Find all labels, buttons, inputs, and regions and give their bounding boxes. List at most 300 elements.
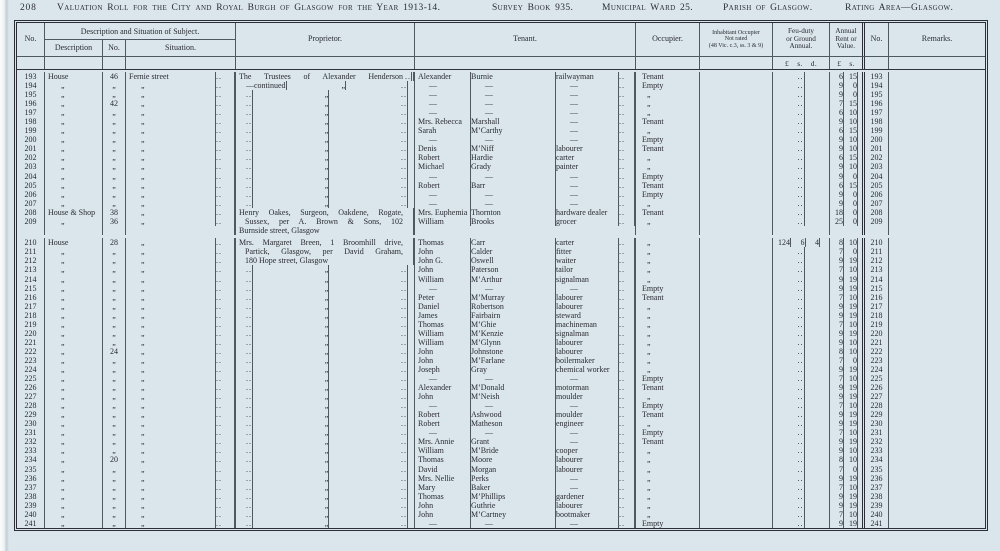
cell-situation [126,428,236,437]
cell-feu-duty [773,437,830,446]
table-row [17,90,985,99]
tenant-surname: — [471,199,556,208]
cell-proprietor [236,172,415,181]
cell-annual-rent [830,181,865,190]
cell-remarks [889,311,985,320]
cell-description: „ [45,217,103,226]
tenant-surname: Robertson [471,302,556,311]
cell-entry-no: 197 [17,108,45,117]
ditto-mark: „ [324,355,329,365]
cell-description: „ [45,311,103,320]
cell-proprietor [236,217,415,226]
ditto-dots: .. [246,374,252,384]
rent-pounds: 9 [839,171,843,181]
cell-remarks [889,501,985,510]
cell-situation [126,347,236,356]
situation-text: „ [126,90,216,99]
ditto-dots: .. [401,265,407,275]
tenant-occupation: engineer [556,419,619,428]
cell-situation [126,247,236,256]
table-row [17,172,985,181]
cell-description: „ [45,338,103,347]
situation-text: „ [126,311,216,320]
cell-entry-no: 231 [17,428,45,437]
cell-proprietor [236,72,415,81]
ditto-dots: .. [401,301,407,311]
cell-entry-no: 240 [17,510,45,519]
cell-inhabitant-occupier [700,392,773,401]
cell-feu-duty [773,117,830,126]
cell-annual-rent [830,483,865,492]
table-row [17,356,985,365]
cell-description: „ [45,428,103,437]
rent-shillings: 10 [844,446,858,455]
cell-feu-duty [773,284,830,293]
rent-shillings: 19 [844,311,858,320]
situation-text: „ [126,320,216,329]
cell-entry-no: 211 [17,247,45,256]
cell-proprietor [236,284,415,293]
tenant-surname: Baker [471,483,556,492]
situation-text: „ [126,465,216,474]
cell-situation [126,72,236,81]
ditto-mark: „ [341,81,346,91]
cell-entry-no: 224 [17,365,45,374]
ditto-dots: .. [619,275,635,284]
tenant-occupation: — [556,181,619,190]
tenant-surname: — [471,401,556,410]
cell-inhabitant-occupier [700,208,773,217]
cell-feu-duty [773,311,830,320]
tenant-surname: Gray [471,365,556,374]
col-header-feu-duty: Feu-duty or Ground Annual. [773,23,830,56]
cell-occupier: Empty [636,190,700,199]
tenant-occupation: painter [556,162,619,171]
cell-inhabitant-occupier [700,190,773,199]
ditto-dots: .. [216,217,235,226]
rent-shillings: 10 [844,265,858,274]
cell-tenant [415,474,636,483]
cell-house-no: 46 [103,72,126,81]
rent-shillings: 0 [844,190,858,199]
tenant-forename: Denis [415,144,471,153]
cell-feu-duty [773,108,830,117]
tenant-surname: Burnie [471,72,556,81]
tenant-surname: M’Phillips [471,492,556,501]
cell-inhabitant-occupier [700,108,773,117]
cell-tenant [415,428,636,437]
cell-occupier: Empty [636,374,700,383]
tenant-forename: Alexander [415,383,471,392]
situation-text: „ [126,99,216,108]
ditto-dots: .. [246,90,252,100]
cell-tenant [415,483,636,492]
cell-entry-no: 213 [17,265,45,274]
cell-tenant [415,217,636,226]
tenant-occupation: — [556,401,619,410]
situation-text: „ [126,347,216,356]
cell-house-no: „ [103,392,126,401]
rent-shillings: 19 [844,519,858,528]
ditto-dots: .. [619,99,635,108]
cell-proprietor [236,190,415,199]
ditto-dots: .. [619,474,635,483]
cell-feu-duty [773,90,830,99]
cell-description: „ [45,501,103,510]
ditto-mark: „ [324,180,329,190]
cell-feu-duty [773,356,830,365]
situation-text: „ [126,383,216,392]
situation-text: „ [126,428,216,437]
cell-occupier: „ [636,392,700,401]
rent-shillings: 15 [844,126,858,135]
ditto-dots: .. [619,446,635,455]
cell-annual-rent [830,162,865,171]
ditto-dots: .. [246,328,252,338]
cell-annual-rent [830,72,865,81]
tenant-occupation: cooper [556,446,619,455]
ditto-dots: .. [246,283,252,293]
tenant-surname: M’Niff [471,144,556,153]
ditto-dots: .. [216,311,235,320]
cell-tenant [415,108,636,117]
group-header-label: Description and Situation of Subject. [45,23,235,40]
ditto-dots: .. [619,501,635,510]
tenant-surname: Carr [471,238,556,247]
tenant-surname: M’Cartney [471,510,556,519]
cell-tenant [415,144,636,153]
cell-house-no: „ [103,284,126,293]
ditto-dots: .. [216,238,235,247]
cell-house-no: „ [103,401,126,410]
ditto-mark: „ [324,189,329,199]
proprietor-text: The Trustees of Alexander Henderson [236,72,414,81]
cell-house-no: „ [103,374,126,383]
ditto-dots: .. [246,383,252,393]
ditto-dots: .. [401,464,407,474]
cell-occupier: Tenant [636,144,700,153]
cell-occupier: „ [636,199,700,208]
cell-proprietor [236,320,415,329]
cell-proprietor [236,162,415,171]
ditto-dots: .. [797,355,804,365]
ditto-dots: .. [246,392,252,402]
rent-shillings: 15 [844,181,858,190]
rent-shillings: 10 [844,455,858,464]
situation-text: „ [126,208,216,217]
tenant-forename: Mrs. Nellie [415,474,471,483]
cell-description: House & Shop [45,208,103,217]
table-row [17,217,985,226]
tenant-occupation: labourer [556,465,619,474]
tenant-forename: Mrs. Euphemia [415,208,471,217]
cell-entry-no-right: 208 [865,208,889,217]
ditto-dots: .. [246,189,252,199]
rent-shillings: 0 [844,465,858,474]
cell-entry-no: 227 [17,392,45,401]
ditto-dots: .. [797,491,804,501]
rent-pounds: 7 [839,99,843,109]
tenant-occupation: — [556,284,619,293]
table-row [17,181,985,190]
cell-situation [126,356,236,365]
cell-tenant [415,162,636,171]
table-row [17,72,985,81]
rent-pounds: 8 [839,455,843,465]
cell-house-no: „ [103,474,126,483]
cell-entry-no-right: 206 [865,190,889,199]
table-row [17,410,985,419]
ditto-dots: .. [401,99,407,109]
cell-remarks [889,108,985,117]
ditto-mark: „ [324,292,329,302]
ditto-dots: .. [246,464,252,474]
cell-situation [126,117,236,126]
ditto-dots: .. [246,171,252,181]
tenant-occupation: moulder [556,410,619,419]
tenant-occupation: steward [556,311,619,320]
ditto-dots: .. [619,293,635,302]
cell-tenant [415,437,636,446]
ditto-dots: .. [797,410,804,420]
cell-inhabitant-occupier [700,302,773,311]
cell-occupier: Tenant [636,181,700,190]
feu-duty-value: 124 [778,238,790,248]
tenant-surname: — [471,99,556,108]
ditto-dots: .. [797,256,804,266]
situation-text: „ [126,365,216,374]
cell-feu-duty [773,275,830,284]
ditto-dots: .. [619,199,635,208]
cell-annual-rent [830,311,865,320]
cell-house-no [103,226,126,235]
cell-situation [126,126,236,135]
cell-tenant [415,302,636,311]
cell-inhabitant-occupier [700,135,773,144]
tenant-surname: Barr [471,181,556,190]
cell-entry-no-right: 222 [865,347,889,356]
ditto-dots: .. [216,108,235,117]
cell-entry-no-right: 195 [865,90,889,99]
cell-proprietor [236,519,415,528]
cell-house-no: „ [103,108,126,117]
tenant-occupation: — [556,519,619,528]
cell-entry-no-right: 197 [865,108,889,117]
cell-feu-duty [773,492,830,501]
cell-feu-duty [773,519,830,528]
cell-proprietor [236,446,415,455]
cell-remarks [889,153,985,162]
rent-pounds: 9 [839,189,843,199]
cell-house-no: „ [103,437,126,446]
ditto-mark: „ [324,473,329,483]
tenant-forename: John [415,392,471,401]
municipal-ward: Municipal Ward 25. [602,3,694,13]
situation-text: „ [126,275,216,284]
cell-entry-no-right: 204 [865,172,889,181]
rent-pounds: 7 [839,319,843,329]
ditto-dots: .. [797,473,804,483]
cell-feu-duty [773,501,830,510]
cell-entry-no: 223 [17,356,45,365]
ditto-mark: „ [324,509,329,519]
cell-house-no: „ [103,510,126,519]
ditto-dots: .. [797,374,804,384]
rent-shillings: 0 [844,208,858,217]
tenant-forename: John [415,356,471,365]
cell-situation [126,338,236,347]
cell-house-no: „ [103,501,126,510]
cell-entry-no: 217 [17,302,45,311]
cell-entry-no-right: 225 [865,374,889,383]
cell-occupier: Tenant [636,383,700,392]
table-row [17,492,985,501]
ditto-dots: .. [216,465,235,474]
ditto-dots: .. [401,198,407,208]
cell-remarks [889,329,985,338]
cell-remarks [889,374,985,383]
ditto-dots: .. [401,383,407,393]
cell-annual-rent [830,256,865,265]
cell-annual-rent [830,144,865,153]
ditto-dots: .. [246,473,252,483]
table-row [17,338,985,347]
tenant-surname: — [471,108,556,117]
cell-entry-no-right: 205 [865,181,889,190]
table-row [17,126,985,135]
cell-entry-no: 232 [17,437,45,446]
cell-occupier: „ [636,126,700,135]
cell-annual-rent [830,247,865,256]
cell-house-no: „ [103,135,126,144]
proprietor-text: Sussex, per A. Brown & Sons, 102 [236,217,414,226]
cell-entry-no-right: 217 [865,302,889,311]
tenant-forename: Thomas [415,455,471,464]
cell-tenant [415,99,636,108]
ditto-dots: .. [797,198,804,208]
cell-entry-no: 216 [17,293,45,302]
cell-inhabitant-occupier [700,437,773,446]
cell-entry-no-right: 229 [865,410,889,419]
tenant-forename: Robert [415,181,471,190]
cell-description: „ [45,99,103,108]
ditto-dots: .. [216,483,235,492]
cell-annual-rent [830,265,865,274]
cell-feu-duty [773,428,830,437]
tenant-forename: — [415,172,471,181]
cell-annual-rent [830,117,865,126]
cell-situation [126,99,236,108]
tenant-forename: — [415,90,471,99]
cell-feu-duty [773,144,830,153]
ditto-dots: .. [401,126,407,136]
cell-entry-no: 194 [17,81,45,90]
ditto-dots: .. [619,492,635,501]
cell-entry-no-right: 227 [865,392,889,401]
tenant-forename: John [415,265,471,274]
ditto-dots: .. [797,509,804,519]
cell-annual-rent [830,208,865,217]
rent-pounds: 9 [839,301,843,311]
cell-feu-duty [773,135,830,144]
ditto-dots: .. [405,72,411,81]
rent-shillings: 10 [844,320,858,329]
ditto-dots: .. [216,190,235,199]
cell-inhabitant-occupier [700,99,773,108]
ditto-dots: .. [401,135,407,145]
tenant-forename: William [415,275,471,284]
ditto-dots: .. [216,153,235,162]
ditto-dots: .. [246,419,252,429]
tenant-surname: M’Donald [471,383,556,392]
tenant-forename: — [415,374,471,383]
rent-shillings: 0 [844,217,858,226]
cell-entry-no-right: 210 [865,238,889,247]
cell-occupier: „ [636,302,700,311]
ditto-mark: „ [324,446,329,456]
cell-inhabitant-occupier [700,284,773,293]
ditto-dots: .. [216,428,235,437]
cell-feu-duty [773,455,830,464]
cell-tenant [415,356,636,365]
situation-text: „ [126,108,216,117]
rent-pounds: 7 [839,374,843,384]
tenant-forename: — [415,135,471,144]
ditto-dots: .. [619,365,635,374]
ditto-dots: .. [619,392,635,401]
cell-annual-rent [830,401,865,410]
tenant-surname: M’Murray [471,293,556,302]
cell-situation [126,199,236,208]
tenant-forename: Robert [415,410,471,419]
situation-text: „ [126,256,216,265]
tenant-forename: — [415,108,471,117]
ditto-dots: .. [246,446,252,456]
ditto-dots: .. [797,274,804,284]
cell-inhabitant-occupier [700,465,773,474]
table-row [17,311,985,320]
cell-situation [126,410,236,419]
document-title: Valuation Roll for the City and Royal Burgh of Glasgow for the Year 1913-14. [57,3,441,13]
ditto-dots: .. [619,217,635,226]
cell-proprietor [236,126,415,135]
ditto-dots: .. [619,465,635,474]
tenant-occupation: — [556,135,619,144]
tenant-forename: John G. [415,256,471,265]
cell-annual-rent [830,419,865,428]
cell-entry-no: 220 [17,329,45,338]
rent-pounds: 6 [839,126,843,136]
table-row [17,199,985,208]
cell-description: House [45,238,103,247]
cell-proprietor [236,483,415,492]
cell-house-no: „ [103,153,126,162]
situation-text: „ [126,519,216,528]
cell-tenant [415,374,636,383]
cell-entry-no-right: 196 [865,99,889,108]
rent-pounds: 7 [839,464,843,474]
rent-pounds: 9 [839,410,843,420]
cell-proprietor [236,437,415,446]
cell-entry-no: 204 [17,172,45,181]
rent-pounds: 8 [839,238,843,248]
tenant-occupation: carter [556,238,619,247]
cell-description: „ [45,153,103,162]
rent-shillings: 10 [844,483,858,492]
cell-remarks [889,401,985,410]
table-row [17,275,985,284]
rent-shillings: 19 [844,302,858,311]
